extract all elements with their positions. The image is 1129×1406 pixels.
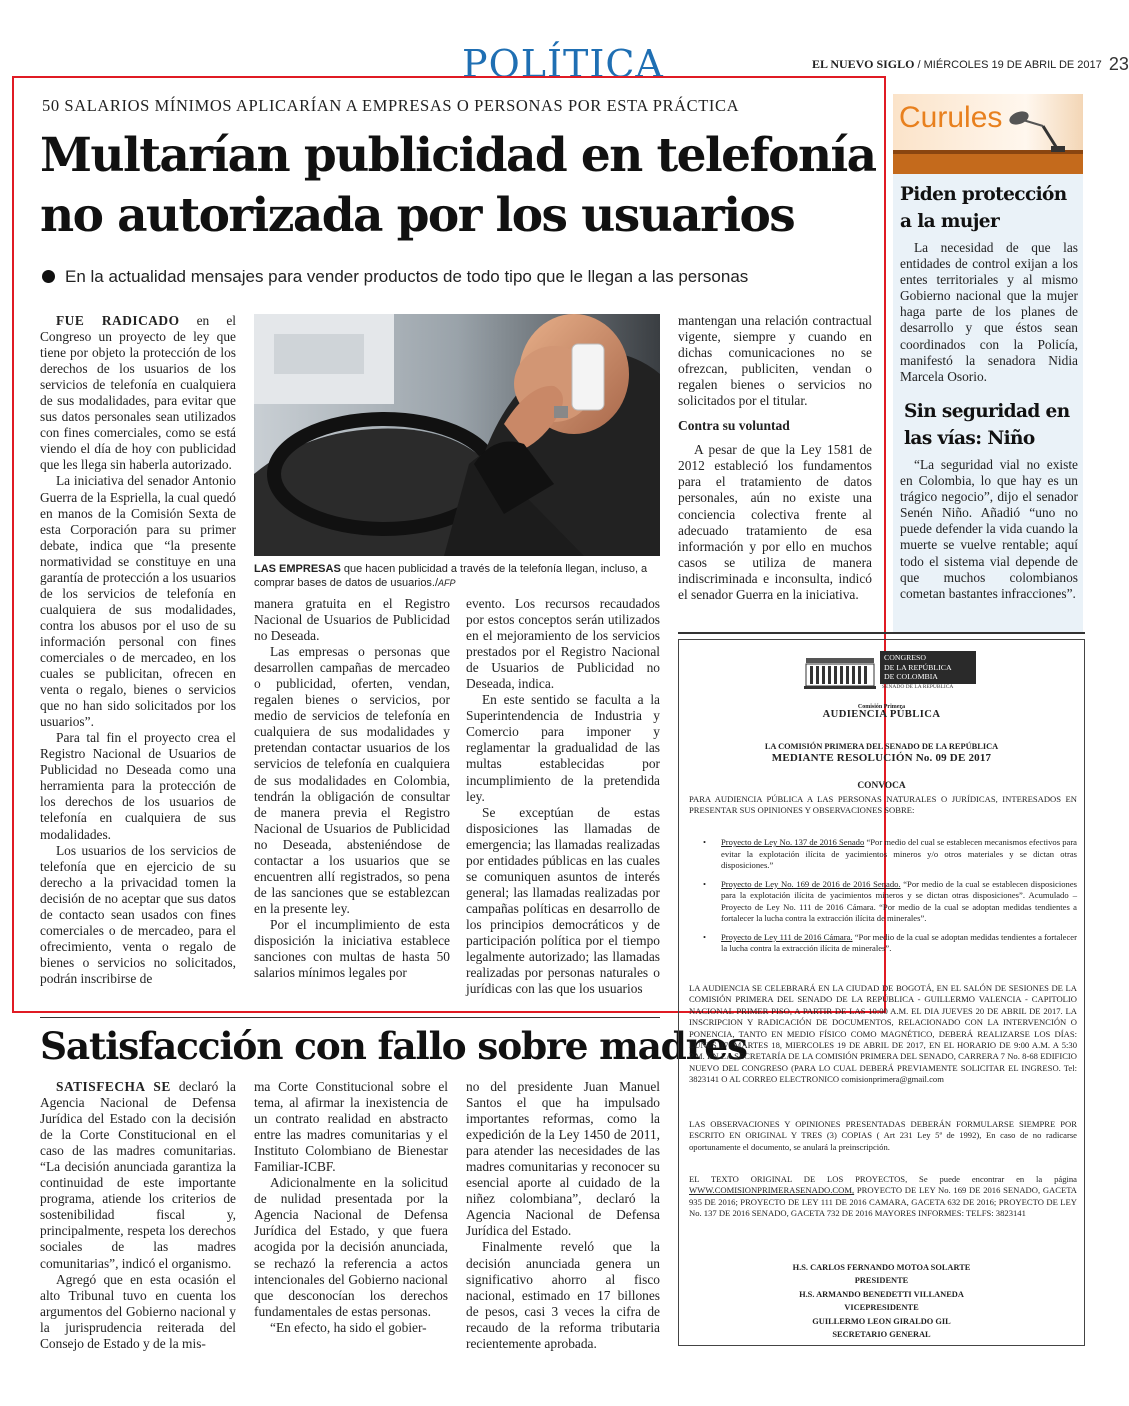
masthead: [812, 54, 1129, 75]
paragraph: Agregó que en esta ocasión el alto Tribunal tuvo en cuenta los argumentos del Gobierno nacional y la jurisprudencia reiterada del Consejo de Estado y de la mis-: [40, 1271, 236, 1351]
article-subhead: [42, 267, 748, 287]
notice-paragraph: LAS OBSERVACIONES Y OPINIONES PRESENTADAS DEBERÁN FORMULARSE SIEMPRE POR ESCRITO EN ORIGINAL Y TRES (3) COPIAS ( Art 231 Ley 5ª de 1992), En caso de no radicarse oportunamente el documento, se anulará la preinscripción.: [689, 1119, 1077, 1152]
lead-word: FUE RADICADO: [56, 313, 180, 328]
lead-word: SATISFECHA SE: [56, 1079, 171, 1094]
photo-credit: AFP: [438, 578, 456, 588]
paragraph: Las empresas o personas que desarrollen campañas de mercadeo o publicidad, oferten, vendan, regalen bienes o servicios, por medio de servicios de telefonía en cualquiera de sus modalidades y pretendan contactar usuarios de los servicios de telefonía en cualquiera de sus modalidades en Colombia, tendrán la obligación de consultar de manera previa el Registro Nacional de Usuarios de Publicidad no Deseada, absteniéndose de contactar a los usuarios que se encuentren allí registrados, so pena de las sanciones que se establezcan en la presente ley.: [254, 644, 450, 916]
notice-line: MEDIANTE RESOLUCIÓN No. 09 DE 2017: [771, 752, 992, 764]
senate-logo: [804, 650, 994, 696]
bullet-icon: [42, 270, 55, 283]
second-article-column-2: [254, 1079, 448, 1336]
signatory-role: SECRETARIO GENERAL: [832, 1330, 931, 1340]
notice-convoca: CONVOCA: [857, 781, 906, 791]
signatory-name: H.S. CARLOS FERNANDO MOTOA SOLARTE: [792, 1263, 971, 1272]
paragraph: evento. Los recursos recaudados por estos conceptos serán utilizados en el mejoramiento de los servicios prestados por el Registro Nacional de Usuarios de Publicidad no Deseada, indica.: [466, 596, 660, 692]
photo-caption: [254, 562, 660, 590]
paragraph: Por el incumplimiento de esta disposición la iniciativa establece sanciones con multas de hasta 50 salarios mínimos legales por: [254, 916, 450, 981]
caption-lead: LAS EMPRESAS: [254, 563, 341, 575]
paragraph: Los usuarios de los servicios de telefonía que en ejercicio de su derecho a la privacidad tomen la decisión de no aceptar que sus datos de contacto sean usados con fines comerciales o de mercadeo, para el ofrecimiento, venta o regalo de bienes o servicios no solicitados, podrán inscribirse de: [40, 842, 236, 986]
issue-date: / MIÉRCOLES 19 DE ABRIL DE 2017: [917, 59, 1102, 71]
paragraph: manera gratuita en el Registro Nacional de Usuarios de Publicidad no Deseada.: [254, 596, 450, 644]
man-on-phone-image: [254, 314, 660, 556]
paragraph: A pesar de que la Ley 1581 de 2012 estableció los fundamentos para el tratamiento de datos personales, aún no existe una conciencia colectiva frente al adecuado tratamiento de esa información y por ello en muchos casos se utiliza de manera indiscriminada e inconsulta, indicó el senador Guerra en la iniciativa.: [678, 442, 872, 602]
caption-text: que hacen publicidad a través de la telefonía llegan, incluso, a comprar bases de datos de usuarios./: [254, 563, 648, 589]
section-title: POLÍTICA: [462, 42, 664, 86]
sidebar-headline: Sin seguridad en las vías: Niño: [904, 401, 1070, 449]
divider: [678, 632, 1085, 634]
paragraph: En este sentido se faculta a la Superintendencia de Industria y Comercio para imponer y reglamentar la gradualidad de las multas establecidas por incumplimiento de la pretendida ley.: [466, 692, 660, 804]
article-column-1: [40, 313, 236, 987]
divider: [40, 1017, 660, 1018]
list-item: • Proyecto de Ley 111 de 2016 Cámara. “Por medio de la cual se adoptan medidas tendientes a fortalecer la lucha contra la extracción ilícita de minerales”.: [689, 932, 1077, 955]
paragraph: SATISFECHA SE declaró la Agencia Nacional de Defensa Jurídica del Estado con la decisión de la Corte Constitucional en el caso de las madres comunitarias. “La decisión anunciada garantiza la continuidad de este importante programa, atiende los criterios de sostenibilidad fiscal y, principalmente, respeta los derechos sociales de las madres comunitarias”, indicó el organismo.: [40, 1079, 236, 1271]
sidebar-text: “La seguridad vial no existe en Colombia, lo que hay es un trágico negocio”, dijo el senador Senén Niño. Añadió “uno no puede defender la vida cuando la muerte se vuelve rentable; aquí todo el sistema vial depende de que muchos colombianos cometan bastantes infracciones”.: [900, 457, 1078, 601]
paragraph: Se exceptúan de estas disposiciones las llamadas de emergencia; las llamadas realizadas por entidades públicas en las cuales se comuniquen asuntos de interés general; las llamadas realizadas por campañas políticas en desarrollo de los principios democráticos y de participación política por el tiempo legalmente autorizado; las llamadas realizadas por personas naturales o jurídicas con las que los usuarios: [466, 804, 660, 997]
second-article-column-3: [466, 1079, 660, 1352]
signatory-name: H.S. ARMANDO BENEDETTI VILLANEDA: [799, 1289, 964, 1299]
article-kicker: 50 SALARIOS MÍNIMOS APLICARÍAN A EMPRESAS O PERSONAS POR ESTA PRÁCTICA: [42, 96, 740, 115]
paragraph: Finalmente reveló que la decisión anunciada genera un significativo ahorro al fisco nacional, estimado en 17 billones de pesos, casi 3 veces la cifra de recaudo de la reforma tributaria recientemente aprobada.: [466, 1239, 660, 1351]
signatory-role: PRESIDENTE: [854, 1276, 909, 1286]
notice-bill-list: [689, 837, 1077, 962]
article-headline: Multarían publicidad en telefonía no autorizada por los usuarios: [40, 128, 876, 243]
curules-label: Curules: [899, 101, 1003, 134]
paragraph: ma Corte Constitucional sobre el tema, al afirmar la inexistencia de un contrato realidad en abstracto entre las madres comunitarias y el Instituto Colombiano de Bienestar Familiar-ICBF.: [254, 1079, 448, 1175]
paragraph: no del presidente Juan Manuel Santos el que ha impulsado importantes reformas, como la expedición de la Ley 1450 de 2011, para atender las necesidades de las madres comunitarias y reconocer su esencial aporte al cuidado de la niñez colombiana”, declaró la Agencia Nacional de Defensa Jurídica del Estado.: [466, 1079, 660, 1239]
article-column-4: [678, 313, 872, 603]
signatory-name: GUILLERMO LEON GIRALDO GIL: [812, 1316, 951, 1326]
logo-text: CONGRESO DE LA REPÚBLICA DE COLOMBIA: [880, 651, 976, 684]
logo-subtext: SENADO DE LA REPÚBLICA: [882, 684, 954, 690]
article-subtitle: Contra su voluntad: [678, 418, 790, 434]
second-article-headline: Satisfacción con fallo sobre madres: [40, 1024, 747, 1068]
notice-line: LA COMISIÓN PRIMERA DEL SENADO DE LA REPÚBLICA: [764, 742, 999, 751]
article-column-2: [254, 596, 450, 981]
paragraph: Adicionalmente en la solicitud de nulidad presentada por la Agencia Nacional de Defensa Jurídica del Estado, y que fuera acogida por la decisión anunciada, se rechazó la referencia a actos intencionales del Gobierno nacional que desconocían los derechos fundamentales de estas personas.: [254, 1175, 448, 1319]
website-link[interactable]: WWW.COMISIONPRIMERASENADO.COM,: [689, 1185, 855, 1196]
notice-title: AUDIENCIA PÚBLICA: [822, 709, 941, 720]
paragraph: mantengan una relación contractual vigente, siempre y cuando en dichas comunicaciones no se ofrezcan, publiciten, vendan o regalen bienes o servicios no solicitados por el titular.: [678, 313, 872, 409]
paragraph: Para tal fin el proyecto crea el Registro Nacional de Usuarios de Publicidad no Deseada como una herramienta para la protección de los derechos de los usuarios de telefonía en cualquiera de sus modalidades.: [40, 730, 236, 842]
page-number: 23: [1108, 54, 1129, 74]
notice-commission: Comisión Primera: [857, 704, 906, 710]
subhead-text: En la actualidad mensajes para vender productos de todo tipo que le llegan a las personas: [65, 267, 749, 286]
signatory-role: VICEPRESIDENTE: [844, 1303, 919, 1313]
newspaper-name: EL NUEVO SIGLO: [812, 57, 915, 71]
notice-signatures: [678, 1261, 1085, 1341]
capitol-icon: [804, 650, 876, 690]
paragraph: La iniciativa del senador Antonio Guerra de la Espriella, la cual quedó en manos de la Comisión Sexta de esta Corporación para su primer debate, indica que “la presente normatividad se constituye en una garantía de protección a los usuarios de los servicios de telefonía en cualquiera de sus modalidades, contra los abusos por el uso de su información personal con fines comerciales o de mercadeo, en los cuales se publicitan, ofrecen en venta o regalo, bienes o servicios que no han sido solicitados por los usuarios”.: [40, 473, 236, 730]
paragraph: FUE RADICADO en el Congreso un proyecto de ley que tiene por objeto la protección de los derechos de los usuarios de los servicios de telefonía en cualquiera de sus modalidades, para evitar que sus datos personales sean utilizados con fines comerciales, como se está viendo el día de hoy con publicidad que les llega sin haberla autorizado.: [40, 313, 237, 473]
notice-intro: PARA AUDIENCIA PÚBLICA A LAS PERSONAS NATURALES O JURÍDICAS, INTERESADOS EN PRESENTAR SUS OPINIONES Y OBSERVACIONES SOBRE:: [689, 794, 1077, 816]
sidebar-text: La necesidad de que las entidades de control exijan a los entes territoriales y al mismo Gobierno nacional que la mujer haga parte de los planes de desarrollo y que éstos sean coordinados con la Policía, manifestó la senadora Nidia Marcela Osorio.: [900, 240, 1078, 384]
list-item: • Proyecto de Ley No. 169 de 2016 de 2016 Senado. “Por medio de la cual se establecen disposiciones para la explotación ilícita de yacimientos mineros y se dictan otras disposiciones”. Acumulado – Proyecto de Ley No. 111 de 2016 Cámara. “Por medio de la cual se adoptan medidas tendientes a fortalecer la lucha contra la extracción ilícita de minerales”.: [689, 879, 1077, 925]
list-item: • Proyecto de Ley No. 137 de 2016 Senado “Por medio del cual se establecen mecanismos efectivos para evitar la explotación ilícita de yacimientos mineros y/o otros materiales y se dictan otras disposiciones.”: [689, 837, 1077, 872]
notice-paragraph: EL TEXTO ORIGINAL DE LOS PROYECTOS, Se puede encontrar en la página WWW.COMISIONPRIMERASENADO.COM, PROYECTO DE LEY No. 169 DE 2016 SENADO, GACETA 935 DE 2016; PROYECTO DE LEY 111 DE 2016 CAMARA, GACETA 632 DE 2016; PROYECTO DE LEY No. 137 DE 2016 SENADO, GACETA 732 DE 2016 MAYORES INFORMES: TELFS: 3823141: [689, 1174, 1077, 1219]
paragraph: “En efecto, ha sido el gobier-: [270, 1319, 427, 1335]
second-article-column-1: [40, 1079, 236, 1352]
article-photo: [254, 314, 660, 556]
notice-paragraph: LA AUDIENCIA SE CELEBRARÁ EN LA CIUDAD DE BOGOTÁ, EN EL SALÓN DE SESIONES DE LA COMISIÓN PRIMERA DEL SENADO DE LA REPÚBLICA - GUILLERMO VALENCIA - CAPITOLIO NACIONAL PRIMER PISO, A PARTIR DE LAS 10:00 A.M. EL DIA JUEVES 20 DE ABRIL DE 2017. LA INSCRIPCION Y RADICACIÓN DE DOCUMENTOS, RELACIONADO CON LA INTERVENCIÓN O PONENCIA, TANTO EN MEDIO FÍSICO COMO MAGNÉTICO, DEBERÁ REALIZARSE LOS DÍAS: LUNES 17, MARTES 18, MIERCOLES 19 DE ABRIL DE 2017, EN EL HORARIO DE 9:00 A.M. A 5:30 P.M. EN LA SECRETARÍA DE LA COMISIÓN PRIMERA DEL SENADO, CARRERA 7 No. 8-68 EDIFICIO NUEVO DEL CONGRESO (PARA LO CUAL DEBERÁ PREVIAMENTE SOLICITAR EL INGRESO. Tel: 3823141 O AL CORREO ELECTRONICO comisionprimera@gmail.com: [689, 983, 1077, 1085]
sidebar-headline: Piden protección a la mujer: [900, 184, 1067, 232]
article-column-3: [466, 596, 660, 997]
